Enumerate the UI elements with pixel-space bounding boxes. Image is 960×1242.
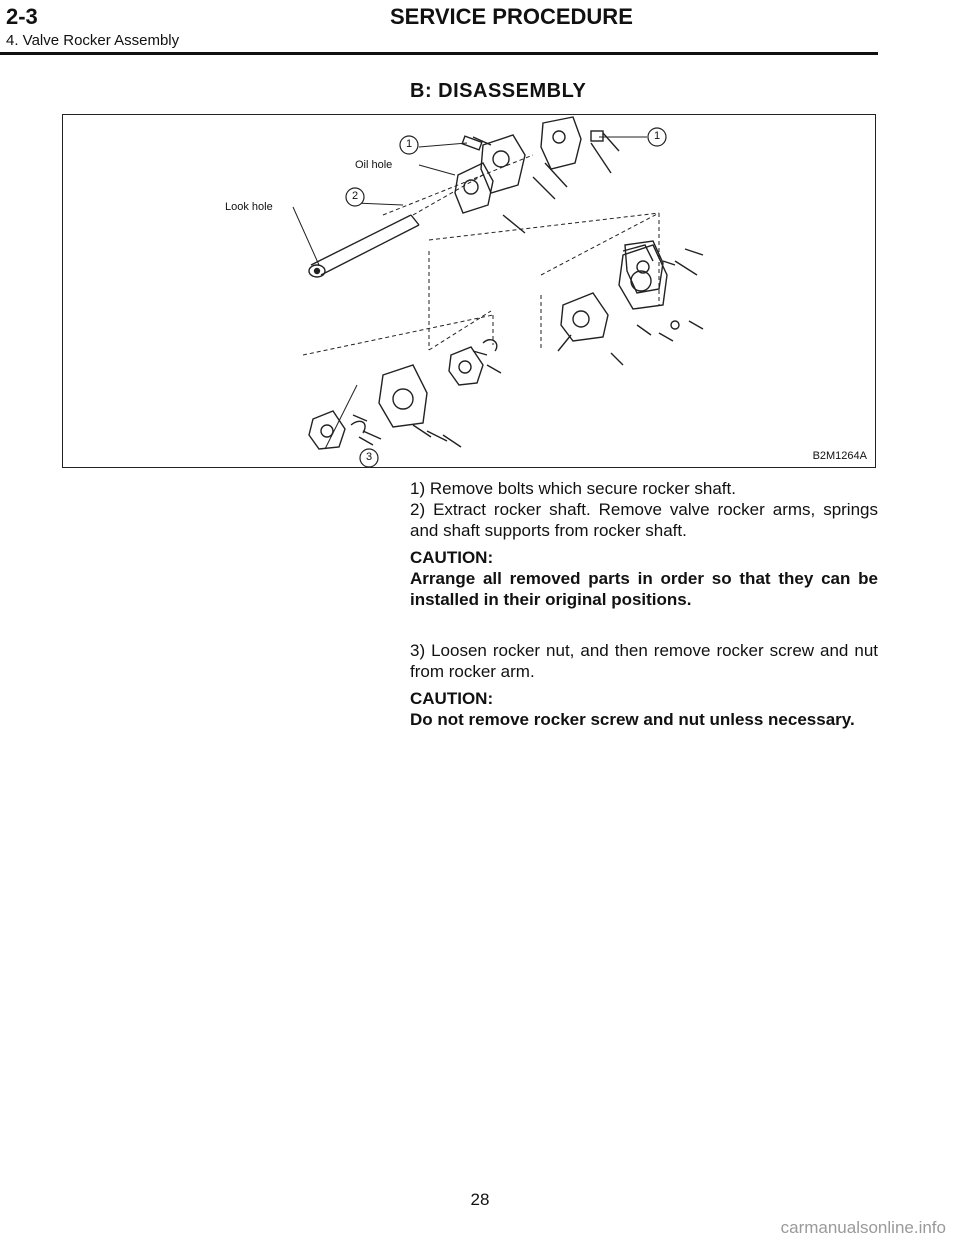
page-number: 28 [470,1190,490,1209]
oil-hole-label: Oil hole [355,159,393,171]
shaft-support-left [455,163,493,213]
shaft-support-right [541,117,581,169]
callout-1a: 1 [406,138,413,150]
rocker-arm-group-right [558,245,703,365]
step-2: 2) Extract rocker shaft. Remove valve rocker arms, springs and shaft supports from rocker shaft. [410,500,878,540]
callout-2: 2 [352,190,359,202]
look-hole-label: Look hole [225,201,273,213]
watermark: carmanualsonline.info [780,1218,946,1237]
section-number: 2-3 [6,4,38,29]
step-3: 3) Loosen rocker nut, and then remove rocker screw and nut from rocker arm. [410,641,878,681]
diagram-drawing [63,115,876,468]
step-1: 1) Remove bolts which secure rocker shaft. [410,479,736,498]
rocker-shaft [309,215,419,277]
section-title: B: DISASSEMBLY [410,80,587,102]
callout-1b: 1 [654,130,661,142]
callout-3: 3 [366,451,373,463]
header-rule [0,52,878,55]
rocker-arm-group-mid [449,340,501,385]
caution-1-text: Arrange all removed parts in order so that they can be installed in their original positions. [410,569,878,609]
caution-1-label: CAUTION: [410,548,494,567]
caution-2-label: CAUTION: [410,689,494,708]
caution-2-text: Do not remove rocker screw and nut unless necessary. [410,710,855,729]
exploded-diagram [62,114,876,468]
page-header-subtitle: 4. Valve Rocker Assembly [6,32,180,49]
page-header-title: SERVICE PROCEDURE [390,4,633,29]
figure-code: B2M1264A [812,450,867,462]
procedure-text [410,478,878,730]
